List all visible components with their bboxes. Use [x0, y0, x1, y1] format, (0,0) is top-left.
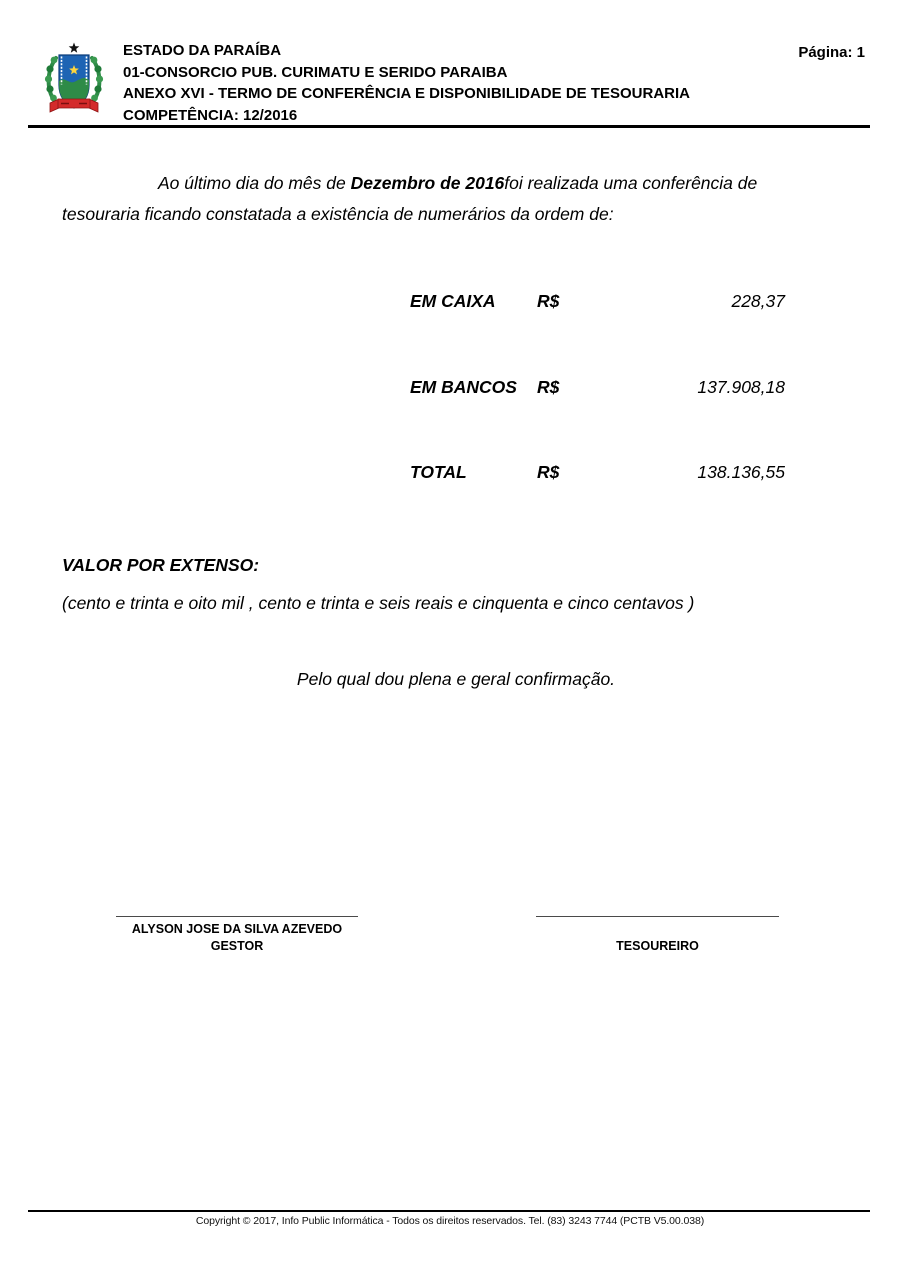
amount-value: 137.908,18	[697, 377, 785, 397]
signature-block-tesoureiro	[536, 907, 779, 955]
signatory-name: ALYSON JOSE DA SILVA AZEVEDO	[131, 922, 343, 936]
signatory-name	[536, 920, 779, 938]
amount-row-em-bancos	[410, 377, 785, 399]
top-star-icon	[69, 43, 80, 53]
amount-row-total	[410, 462, 785, 484]
header-divider	[28, 125, 870, 128]
intro-suffix: foi realizada uma conferência de tesouraria ficando constatada a existência de numerários da ordem de:	[62, 173, 758, 224]
signature-block-gestor	[116, 907, 358, 955]
amount-value: 138.136,55	[697, 462, 785, 482]
amount-label: EM BANCOS	[410, 377, 517, 397]
intro-prefix: Ao último dia do mês de	[158, 173, 351, 193]
confirmation-sentence: Pelo qual dou plena e geral confirmação.	[296, 669, 616, 689]
ribbon-shape	[50, 99, 98, 112]
header-entity-line: ESTADO DA PARAÍBA	[123, 42, 282, 59]
currency-symbol: R$	[537, 291, 560, 311]
currency-symbol: R$	[537, 377, 560, 397]
extenso-heading: VALOR POR EXTENSO:	[62, 555, 260, 575]
signature-line	[116, 907, 358, 917]
footer-divider	[28, 1210, 870, 1212]
header-org-line: 01-CONSORCIO PUB. CURIMATU E SERIDO PARAIBA	[123, 63, 508, 81]
amount-value: 228,37	[731, 291, 785, 311]
amount-label: EM CAIXA	[410, 291, 496, 311]
intro-paragraph	[62, 168, 804, 230]
extenso-text: (cento e trinta e oito mil , cento e trinta e seis reais e cinquenta e cinco centavos )	[62, 593, 695, 613]
footer-copyright: Copyright © 2017, Info Public Informática - Todos os direitos reservados. Tel. (83) 3243 7744 (PCTB V5.00.038)	[195, 1215, 705, 1227]
signatory-role: TESOUREIRO	[616, 939, 699, 953]
intro-month-highlight: Dezembro de 2016	[350, 173, 505, 193]
amount-row-em-caixa	[410, 291, 785, 313]
signature-line	[536, 907, 779, 917]
amount-label: TOTAL	[410, 462, 467, 482]
header-text-block	[123, 40, 690, 127]
paraiba-coat-of-arms-logo	[40, 42, 108, 122]
signatory-role: GESTOR	[210, 939, 264, 953]
currency-symbol: R$	[537, 462, 560, 482]
header-title-line: ANEXO XVI - TERMO DE CONFERÊNCIA E DISPONIBILIDADE DE TESOURARIA	[123, 85, 690, 103]
page-number: Página: 1	[798, 44, 865, 61]
header-competencia-line: COMPETÊNCIA: 12/2016	[123, 107, 298, 125]
